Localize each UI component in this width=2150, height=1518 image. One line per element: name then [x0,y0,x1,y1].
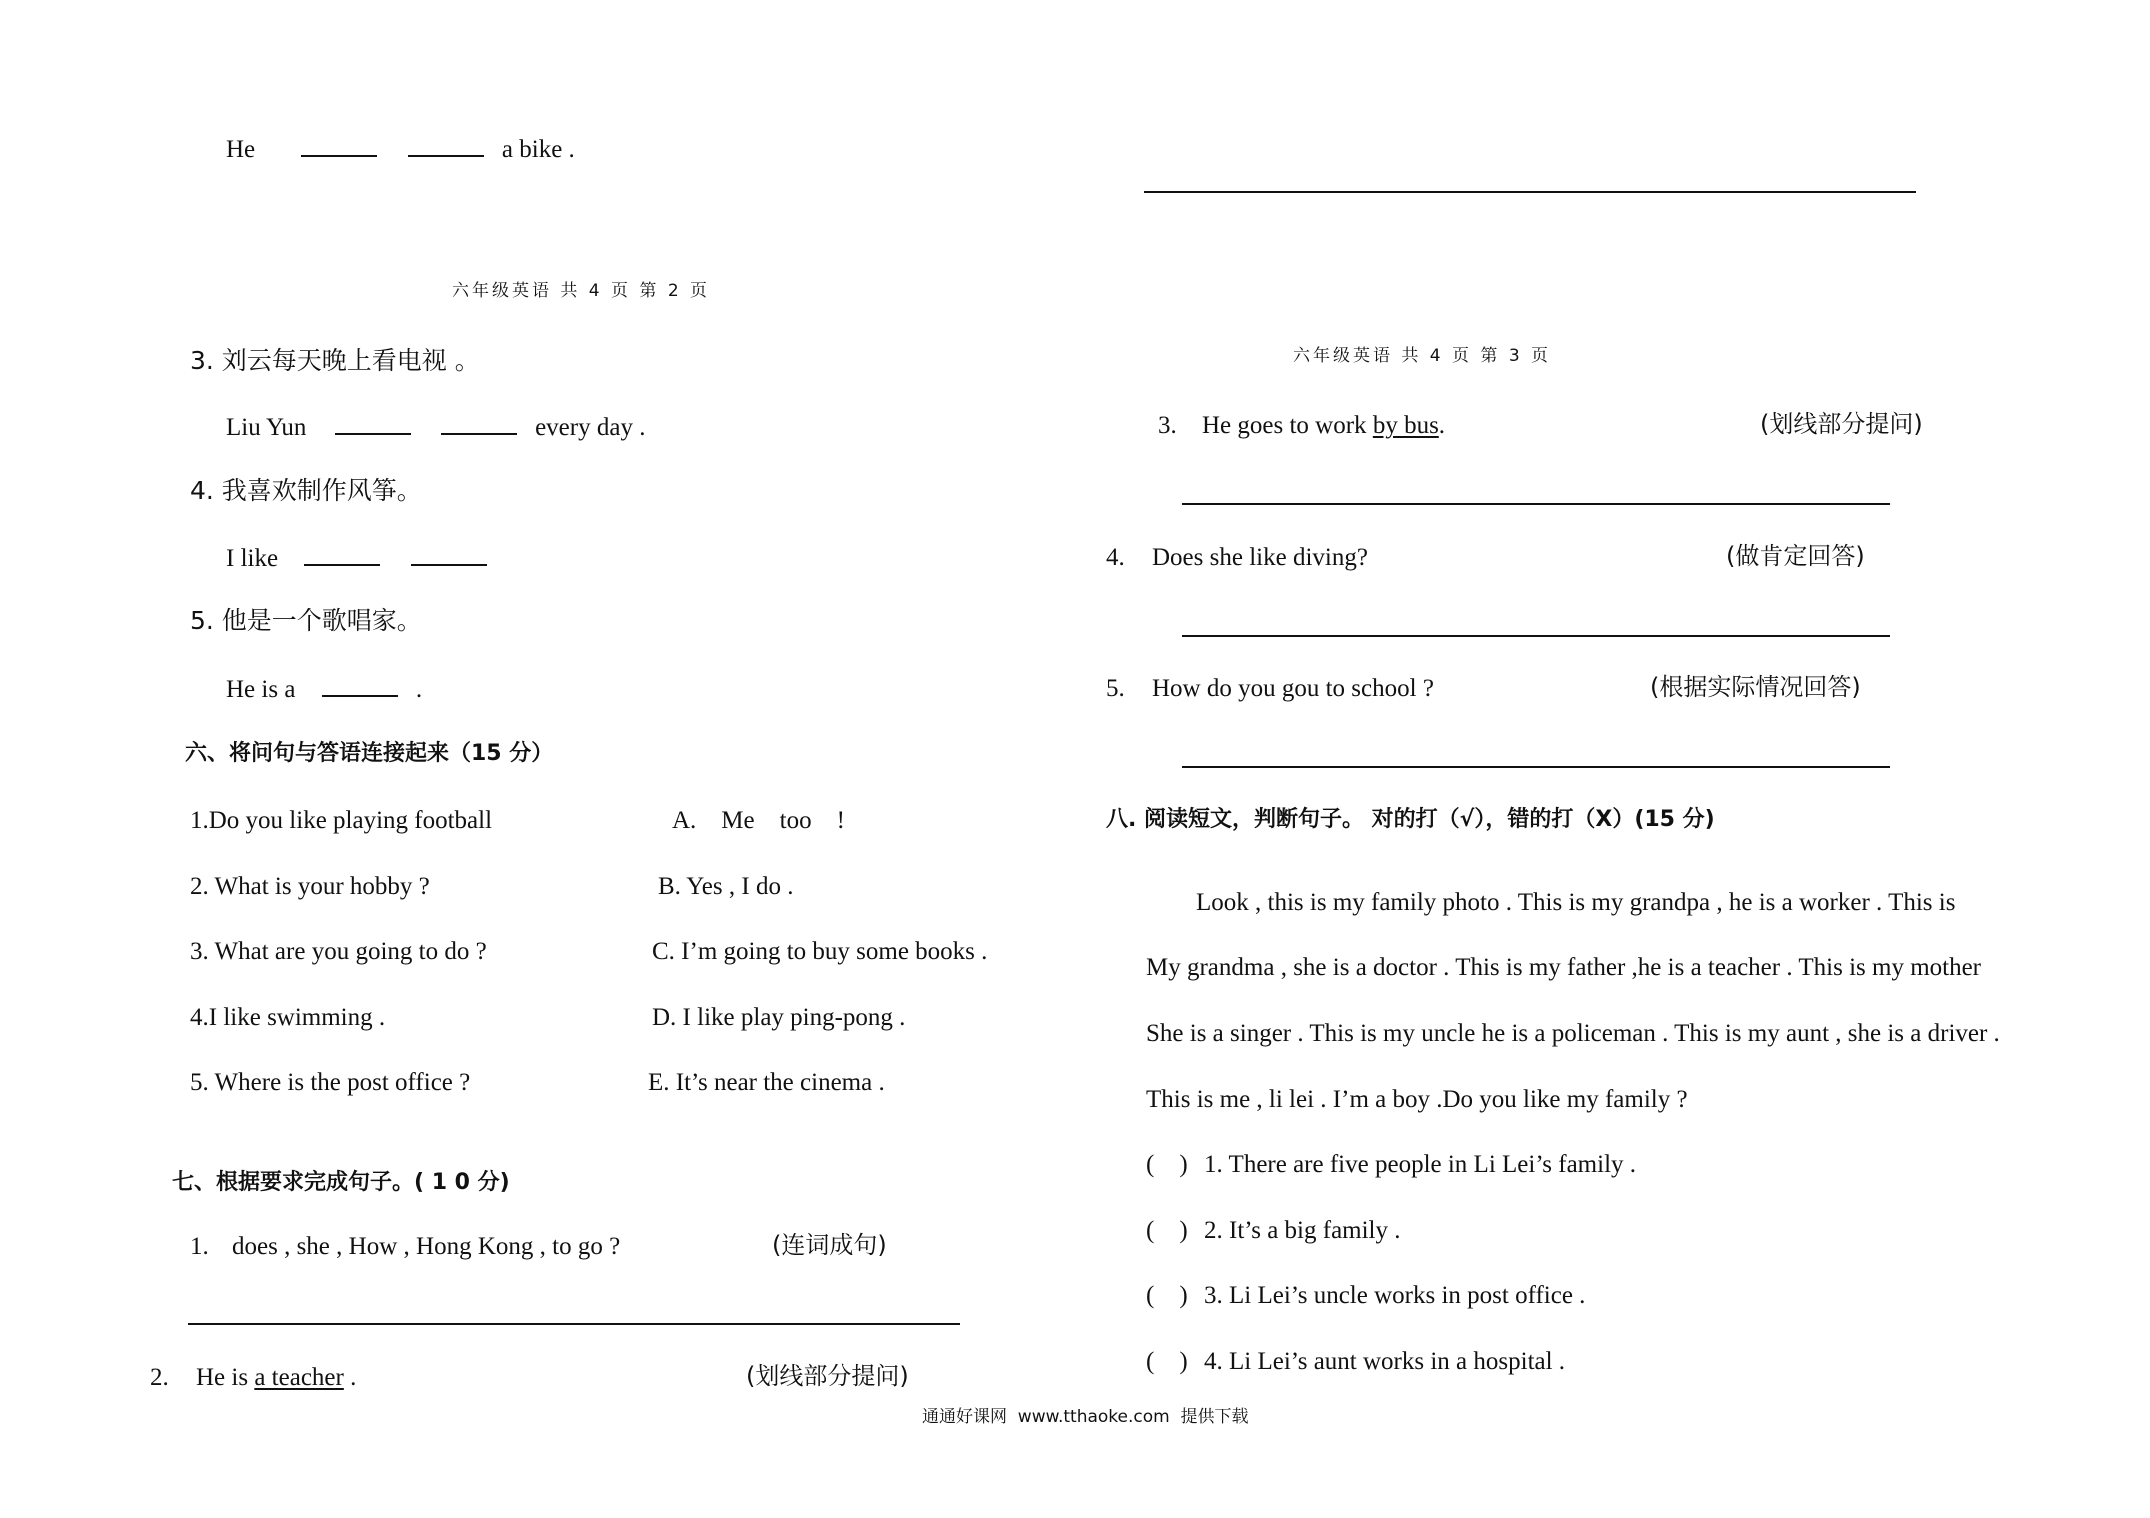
match-question: 3. What are you going to do ? [190,938,487,965]
section-7-item-1-text: does , she , How , Hong Kong , to go ? [232,1233,621,1260]
judgement-row [1146,1216,1401,1246]
section-7-heading: 七、根据要求完成句子。( 1 0 分) [172,1170,510,1195]
match-question: 5. Where is the post office ? [190,1069,471,1096]
passage-line: This is me , li lei . I’m a boy .Do you like my family ? [1146,1086,1688,1113]
judgement-paren[interactable]: ( ) [1146,1217,1188,1244]
right-item-5-text: How do you gou to school ? [1152,675,1434,702]
passage-line: My grandma , she is a doctor . This is my father ,he is a teacher . This is my mother [1146,954,1982,981]
judgement-statement: 4. Li Lei’s aunt works in a hospital . [1204,1348,1566,1375]
judgement-paren[interactable]: ( ) [1146,1151,1188,1178]
underlined-phrase: a teacher [254,1364,344,1391]
translation-end: every day . [535,414,646,441]
judgement-row [1146,1150,1636,1180]
translation-5-en [226,673,422,705]
answer-blank[interactable] [335,411,411,435]
right-item-3-num: 3. [1158,412,1177,439]
match-answer: D. I like play ping-pong . [652,1004,906,1031]
section-8-heading: 八. 阅读短文，判断句子。 对的打（√），错的打（X）(15 分) [1106,807,1715,832]
translation-3-cn: 3. 刘云每天晚上看电视 。 [190,346,480,375]
answer-line[interactable] [1144,191,1916,193]
section-7-item-1-num: 1. [190,1233,209,1260]
match-answer: E. It’s near the cinema . [648,1069,885,1096]
match-answer: B. Yes , I do . [658,873,794,900]
translation-start: Liu Yun [226,414,307,441]
judgement-statement: 3. Li Lei’s uncle works in post office . [1204,1282,1586,1309]
translation-4-cn: 4. 我喜欢制作风筝。 [190,476,422,505]
underlined-phrase: by bus [1372,412,1439,439]
judgement-statement: 1. There are five people in Li Lei’s family . [1204,1151,1637,1178]
translation-4-en [226,542,499,574]
judgement-paren[interactable]: ( ) [1146,1348,1188,1375]
answer-line[interactable] [1182,766,1890,768]
top-item-start: He [226,136,256,163]
item-text: . [1438,412,1446,439]
right-item-4-note: (做肯定回答) [1726,542,1865,570]
right-item-4-text: Does she like diving? [1152,544,1368,571]
right-item-4-num: 4. [1106,544,1125,571]
answer-blank[interactable] [411,542,487,566]
translation-end: . [415,676,423,703]
answer-blank[interactable] [322,673,398,697]
answer-blank[interactable] [301,133,377,157]
section-7-item-2-note: (划线部分提问) [746,1362,909,1390]
match-question: 4.I like swimming . [190,1004,386,1031]
passage-line: Look , this is my family photo . This is my grandpa , he is a worker . This is [1196,889,1956,916]
translation-start: I like [226,545,279,572]
section-7-item-1-note: (连词成句) [772,1231,887,1259]
answer-blank[interactable] [408,133,484,157]
item-text: He goes to work [1202,412,1367,439]
translation-start: He is a [226,676,296,703]
right-item-3 [1202,411,1445,441]
top-item [226,133,575,165]
passage-line: She is a singer . This is my uncle he is a policeman . This is my aunt , she is a driver . [1146,1020,2000,1047]
top-item-end: a bike . [501,136,575,163]
judgement-row [1146,1347,1565,1377]
right-item-5-note: (根据实际情况回答) [1650,673,1861,701]
judgement-row [1146,1281,1585,1311]
item-text: He is [196,1364,249,1391]
judgement-statement: 2. It’s a big family . [1204,1217,1401,1244]
right-item-5-num: 5. [1106,675,1125,702]
section-7-item-2-num: 2. [150,1364,169,1391]
right-page-footer: 六年级英语 共 4 页 第 3 页 [1293,346,1552,366]
match-answer: C. I’m going to buy some books . [652,938,988,965]
item-text: . [350,1364,357,1391]
match-question: 1.Do you like playing football [190,807,493,834]
translation-3-en [226,411,645,443]
judgement-paren[interactable]: ( ) [1146,1282,1188,1309]
match-question: 2. What is your hobby ? [190,873,430,900]
answer-blank[interactable] [304,542,380,566]
source-footer: 通通好课网 www.tthaoke.com 提供下载 [922,1407,1249,1427]
answer-line[interactable] [1182,503,1890,505]
right-item-3-note: (划线部分提问) [1760,410,1923,438]
section-7-item-2 [196,1363,356,1393]
answer-blank[interactable] [441,411,517,435]
match-answer: A. Me too ! [672,807,845,834]
left-page-footer: 六年级英语 共 4 页 第 2 页 [452,281,711,301]
section-6-heading: 六、将问句与答语连接起来（15 分） [185,741,554,766]
answer-line[interactable] [188,1323,960,1325]
answer-line[interactable] [1182,635,1890,637]
translation-5-cn: 5. 他是一个歌唱家。 [190,606,422,635]
